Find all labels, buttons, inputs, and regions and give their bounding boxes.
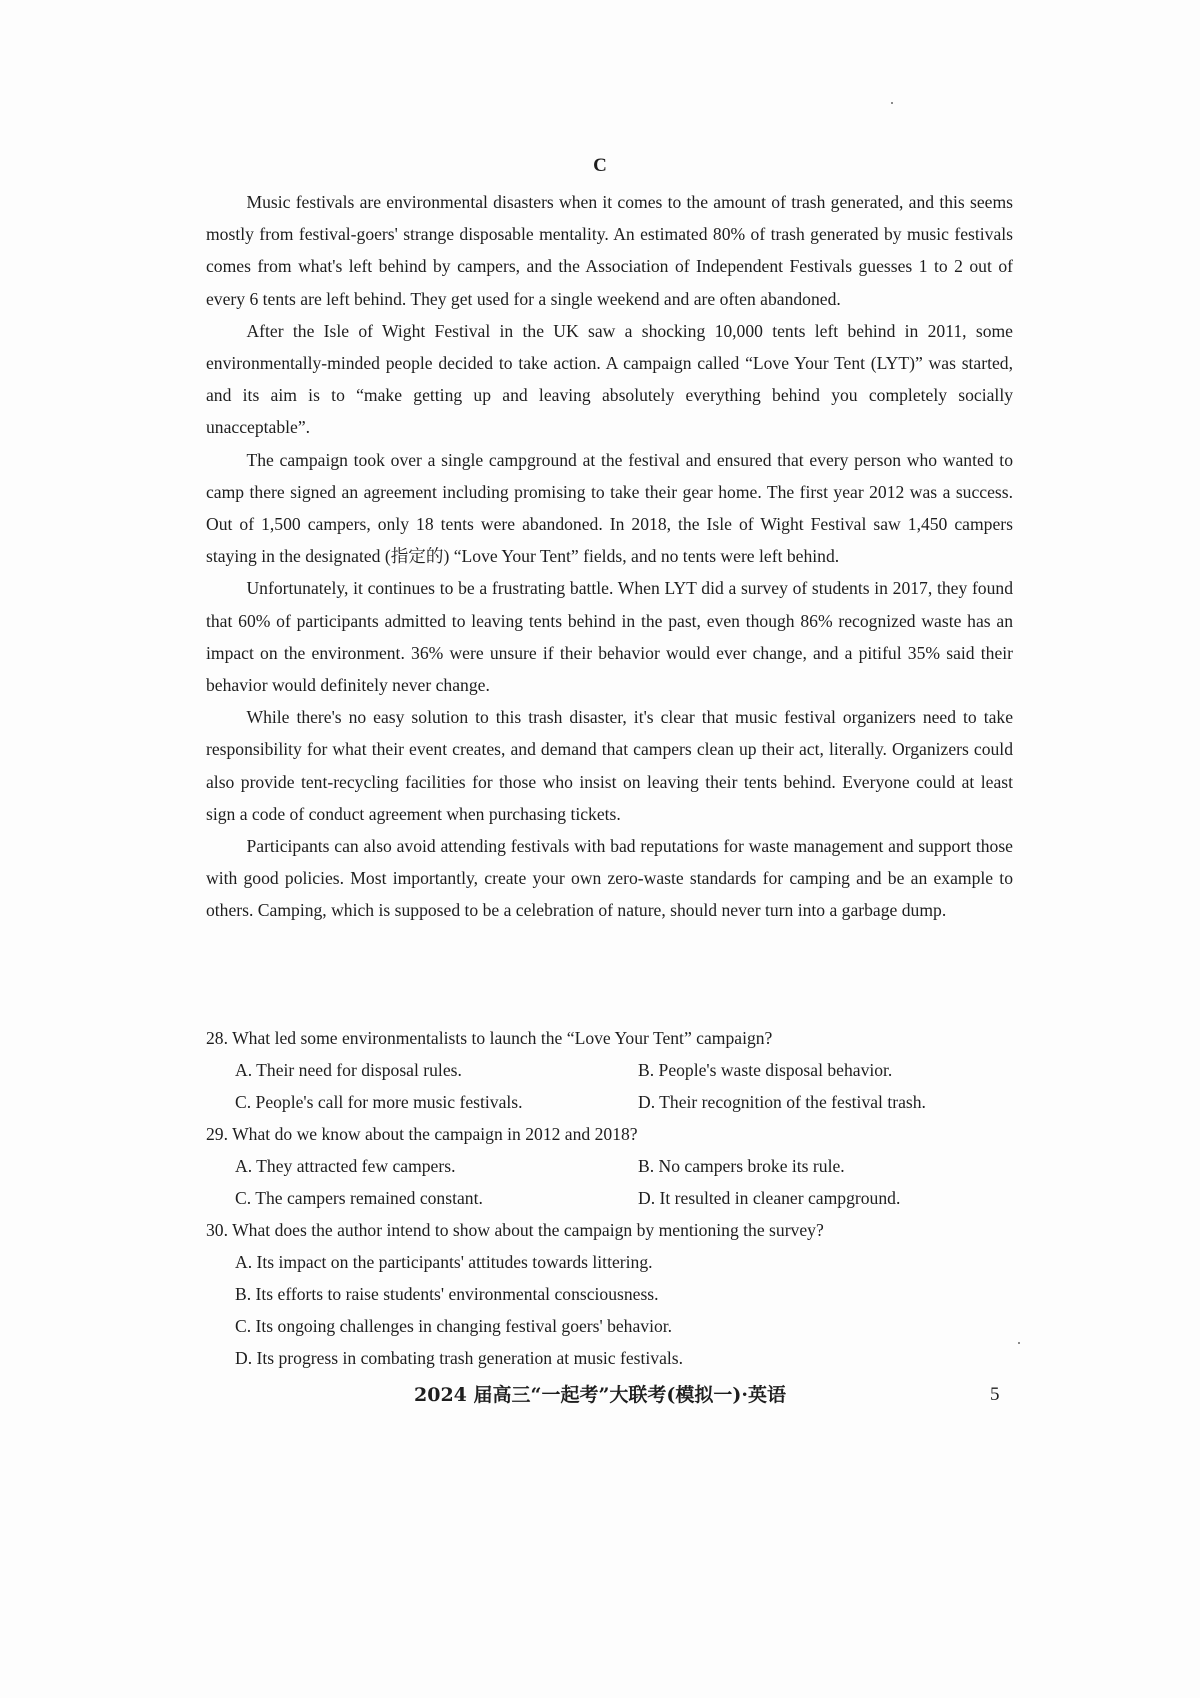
option-d: D. It resulted in cleaner campground. — [638, 1188, 901, 1208]
option-b: B. People's waste disposal behavior. — [638, 1060, 893, 1080]
question-stem: 28. What led some environmentalists to launch the “Love Your Tent” campaign? — [206, 1028, 773, 1048]
page-number: 5 — [990, 1384, 1000, 1405]
option-b: B. No campers broke its rule. — [638, 1156, 845, 1176]
paragraph-4: Unfortunately, it continues to be a frustrating battle. When LYT did a survey of students in 2017, they found that 60% of participants admitted to leaving tents behind in the past, even though 86% recognized waste has an impact on the environment. 36% were unsure if their behavior would ever change, and a pitiful 35% said their behavior would definitely never change. — [206, 578, 1013, 696]
option-a: A. Their need for disposal rules. — [235, 1060, 462, 1080]
option-d: D. Its progress in combating trash generation at music festivals. — [235, 1348, 684, 1368]
paragraph-1: Music festivals are environmental disasters when it comes to the amount of trash generated, and this seems mostly from festival-goers' strange disposable mentality. An estimated 80% of trash generated by music festivals comes from what's left behind by campers, and the Association of Independent Festivals guesses 1 to 2 out of every 6 tents are left behind. They get used for a single weekend and are often abandoned. — [206, 192, 1013, 309]
question-30 — [206, 1214, 1013, 1374]
reading-passage — [206, 186, 1013, 927]
option-group — [206, 1054, 1013, 1118]
question-stem: 29. What do we know about the campaign in 2012 and 2018? — [206, 1124, 638, 1144]
question-stem: 30. What does the author intend to show about the campaign by mentioning the survey? — [206, 1220, 824, 1240]
question-28 — [206, 1022, 1013, 1118]
option-b: B. Its efforts to raise students' environmental consciousness. — [235, 1284, 659, 1304]
option-a: A. Its impact on the participants' attitudes towards littering. — [235, 1252, 653, 1272]
option-c: C. The campers remained constant. — [235, 1188, 483, 1208]
scan-speck — [891, 102, 893, 104]
scan-speck — [1018, 1342, 1020, 1344]
section-letter: C — [593, 155, 607, 176]
option-d: D. Their recognition of the festival trash. — [638, 1092, 926, 1112]
option-c: C. Its ongoing challenges in changing festival goers' behavior. — [235, 1316, 673, 1336]
question-29 — [206, 1118, 1013, 1214]
question-list — [206, 1022, 1013, 1374]
option-group — [206, 1246, 1013, 1374]
option-c: C. People's call for more music festivals. — [235, 1092, 523, 1112]
paragraph-5: While there's no easy solution to this trash disaster, it's clear that music festival organizers need to take responsibility for what their event creates, and demand that campers clean up their act, literally. Organizers could also provide tent-recycling facilities for those who insist on leaving their tents behind. Everyone could at least sign a code of conduct agreement when purchasing tickets. — [206, 707, 1013, 824]
paragraph-6: Participants can also avoid attending festivals with bad reputations for waste management and support those with good policies. Most importantly, create your own zero-waste standards for camping and be an example to others. Camping, which is supposed to be a celebration of nature, should never turn into a garbage dump. — [206, 836, 1013, 921]
option-group — [206, 1150, 1013, 1214]
paragraph-2: After the Isle of Wight Festival in the UK saw a shocking 10,000 tents left behind in 2011, some environmentally-minded people decided to take action. A campaign called “Love Your Tent (LYT)” was started, and its aim is to “make getting up and leaving absolutely everything behind you completely socially unacceptable”. — [206, 320, 1013, 438]
paragraph-3: The campaign took over a single campground at the festival and ensured that every person who wanted to camp there signed an agreement including promising to take their gear home. The first year 2012 was a success. Out of 1,500 campers, only 18 tents were abandoned. In 2018, the Isle of Wight Festival saw 1,450 campers staying in the designated (指定的) “Love Your Tent” fields, and no tents were left behind. — [206, 449, 1013, 567]
exam-title: 2024 届高三“一起考”大联考(模拟一)·英语 — [414, 1384, 786, 1406]
option-a: A. They attracted few campers. — [235, 1156, 456, 1176]
